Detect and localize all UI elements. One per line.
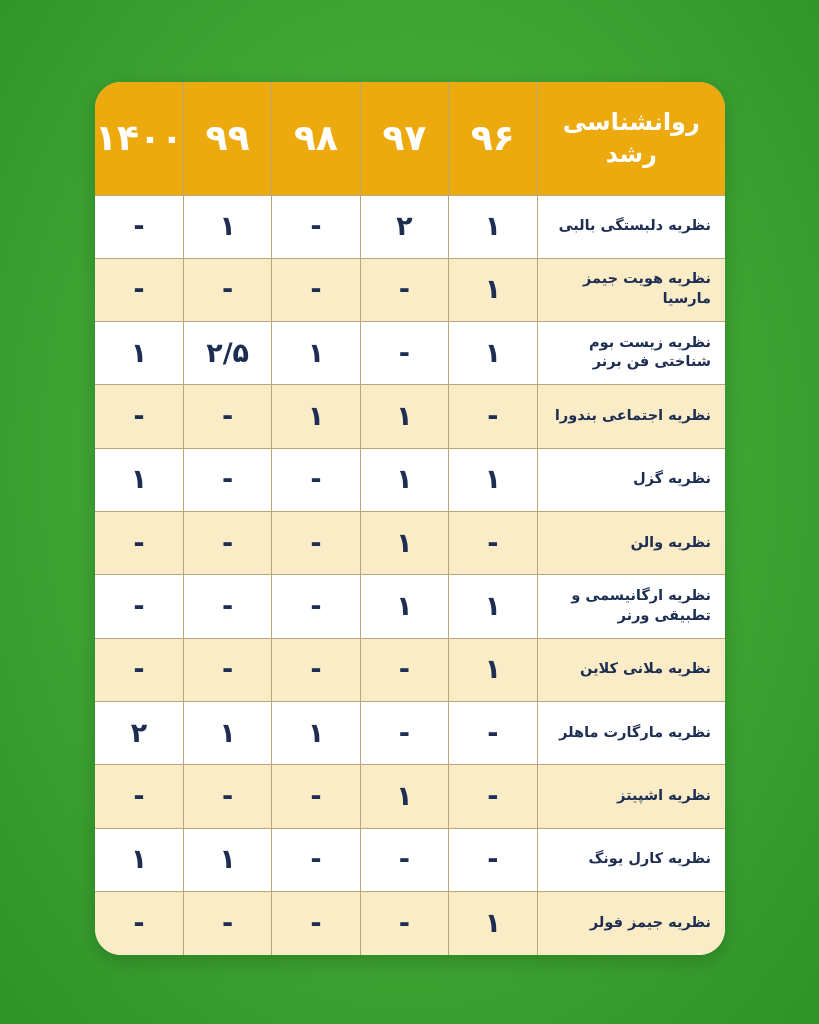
cell-value: - xyxy=(449,512,537,575)
cell-value: - xyxy=(272,448,360,511)
cell-value: ۱ xyxy=(449,575,537,638)
cell-value: - xyxy=(360,638,448,701)
table-row xyxy=(95,765,725,828)
cell-value: ۱ xyxy=(360,575,448,638)
row-topic: نظریه والن xyxy=(537,512,725,575)
table-row xyxy=(95,828,725,891)
cell-value: ۱ xyxy=(95,322,183,385)
table-row xyxy=(95,195,725,258)
cell-value: - xyxy=(95,195,183,258)
cell-value: ۱ xyxy=(360,765,448,828)
cell-value: - xyxy=(449,828,537,891)
data-table-card xyxy=(95,82,725,955)
cell-value: - xyxy=(272,575,360,638)
cell-value: ۱ xyxy=(449,322,537,385)
cell-value: - xyxy=(272,892,360,955)
cell-value: - xyxy=(95,512,183,575)
header-year: ۹۸ xyxy=(272,82,360,195)
cell-value: ۱ xyxy=(449,892,537,955)
table-row xyxy=(95,512,725,575)
row-topic: نظریه هویت جیمز مارسیا xyxy=(537,258,725,321)
table-header-row xyxy=(95,82,725,195)
row-topic: نظریه گزل xyxy=(537,448,725,511)
row-topic: نظریه اجتماعی بندورا xyxy=(537,385,725,448)
cell-value: - xyxy=(449,385,537,448)
row-topic: نظریه مارگارت ماهلر xyxy=(537,702,725,765)
cell-value: - xyxy=(272,638,360,701)
cell-value: - xyxy=(183,765,271,828)
cell-value: ۱ xyxy=(449,638,537,701)
cell-value: - xyxy=(183,448,271,511)
cell-value: - xyxy=(449,765,537,828)
cell-value: - xyxy=(183,512,271,575)
cell-value: ۱ xyxy=(183,195,271,258)
cell-value: - xyxy=(360,892,448,955)
cell-value: - xyxy=(183,575,271,638)
cell-value: ۱ xyxy=(95,828,183,891)
row-topic: نظریه ملانی کلاین xyxy=(537,638,725,701)
row-topic: نظریه جیمز فولر xyxy=(537,892,725,955)
cell-value: ۱ xyxy=(449,448,537,511)
cell-value: - xyxy=(272,512,360,575)
cell-value: - xyxy=(360,702,448,765)
row-topic: نظریه کارل یونگ xyxy=(537,828,725,891)
cell-value: - xyxy=(95,638,183,701)
cell-value: - xyxy=(183,638,271,701)
cell-value: - xyxy=(95,575,183,638)
cell-value: ۱ xyxy=(272,385,360,448)
cell-value: ۱ xyxy=(360,448,448,511)
cell-value: - xyxy=(360,322,448,385)
row-topic: نظریه اشپیتز xyxy=(537,765,725,828)
cell-value: ۱ xyxy=(360,512,448,575)
table-row xyxy=(95,322,725,385)
table-row xyxy=(95,702,725,765)
cell-value: - xyxy=(95,385,183,448)
cell-value: ۱ xyxy=(183,828,271,891)
cell-value: - xyxy=(449,702,537,765)
cell-value: - xyxy=(360,258,448,321)
cell-value: - xyxy=(272,258,360,321)
cell-value: ۲/۵ xyxy=(183,322,271,385)
header-year: ۹۹ xyxy=(183,82,271,195)
header-year: ۹۷ xyxy=(360,82,448,195)
cell-value: - xyxy=(95,765,183,828)
cell-value: ۱ xyxy=(95,448,183,511)
header-year: ۹۶ xyxy=(449,82,537,195)
cell-value: - xyxy=(183,892,271,955)
header-year: ۱۴۰۰ xyxy=(95,82,183,195)
cell-value: ۱ xyxy=(272,322,360,385)
table-row xyxy=(95,448,725,511)
row-topic: نظریه زیست بوم شناختی فن برنر xyxy=(537,322,725,385)
cell-value: - xyxy=(272,828,360,891)
cell-value: - xyxy=(183,385,271,448)
cell-value: ۱ xyxy=(449,258,537,321)
header-topic: روانشناسی رشد xyxy=(537,82,725,195)
cell-value: ۱ xyxy=(183,702,271,765)
cell-value: - xyxy=(272,195,360,258)
cell-value: - xyxy=(183,258,271,321)
cell-value: ۲ xyxy=(95,702,183,765)
table-row xyxy=(95,258,725,321)
cell-value: - xyxy=(95,892,183,955)
table-row xyxy=(95,638,725,701)
cell-value: ۱ xyxy=(360,385,448,448)
table-row xyxy=(95,892,725,955)
cell-value: ۱ xyxy=(272,702,360,765)
cell-value: - xyxy=(360,828,448,891)
table-row xyxy=(95,385,725,448)
cell-value: ۱ xyxy=(449,195,537,258)
row-topic: نظریه دلبستگی بالبی xyxy=(537,195,725,258)
cell-value: - xyxy=(272,765,360,828)
data-table xyxy=(95,82,725,955)
table-row xyxy=(95,575,725,638)
row-topic: نظریه ارگانیسمی و تطبیقی ورنر xyxy=(537,575,725,638)
cell-value: - xyxy=(95,258,183,321)
cell-value: ۲ xyxy=(360,195,448,258)
